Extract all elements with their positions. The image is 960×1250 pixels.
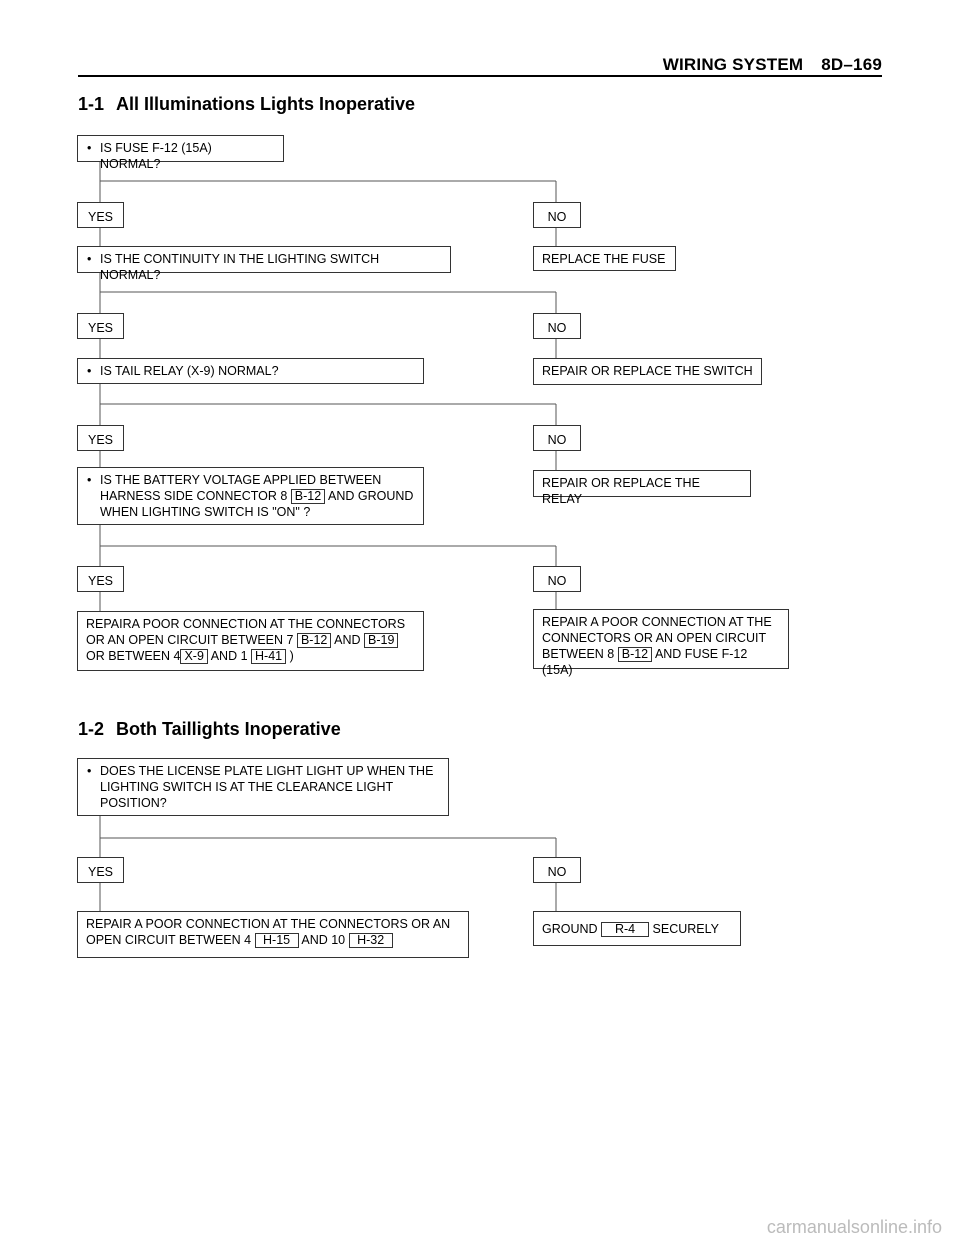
action-line-3c: ) — [289, 649, 294, 663]
question-fuse-f12 — [77, 135, 284, 171]
action-line-1: REPAIR A POOR CONNECTION AT THE — [542, 615, 772, 629]
question-tail-relay — [77, 358, 424, 384]
no-label: NO — [533, 566, 581, 592]
action-replace-relay: REPAIR OR REPLACE THE RELAY — [533, 470, 751, 497]
no-label: NO — [533, 857, 581, 883]
question-lighting-switch — [77, 246, 451, 282]
section-title: All Illuminations Lights Inoperative — [116, 94, 416, 114]
connector-ref-x9: X-9 — [180, 649, 207, 664]
action-securely-text: SECURELY — [652, 922, 719, 936]
header-page-number: 8D–169 — [821, 55, 882, 74]
action-line-1: REPAIR A POOR CONNECTION AT THE CONNECTORS OR AN — [86, 917, 451, 931]
connector-ref-h15: H-15 — [255, 933, 299, 948]
question-line-2: LIGHTING SWITCH IS AT THE CLEARANCE LIGHT — [100, 780, 394, 794]
bullet-icon: • — [87, 764, 92, 778]
question-line-3: POSITION? — [100, 796, 167, 810]
action-ground-text: GROUND — [542, 922, 598, 936]
action-line-1: REPAIRA POOR CONNECTION AT THE CONNECTORS — [86, 617, 406, 631]
no-label: NO — [533, 202, 581, 228]
question-line-2a: HARNESS SIDE CONNECTOR 8 — [100, 489, 288, 503]
action-line-3b: AND FUSE F-12 (15A) — [542, 647, 748, 677]
question-text: IS THE CONTINUITY IN THE LIGHTING SWITCH NORMAL? — [100, 252, 380, 282]
question-line-1: DOES THE LICENSE PLATE LIGHT LIGHT UP WHEN THE — [100, 764, 434, 778]
yes-label: YES — [77, 425, 124, 451]
action-repair-connection-no — [533, 609, 789, 677]
bullet-icon: • — [87, 252, 92, 266]
action-repair-connection-taillight — [77, 911, 469, 958]
action-line-3 — [542, 646, 780, 678]
action-line-3b: AND 1 — [210, 649, 248, 663]
question-battery-voltage — [77, 467, 424, 525]
section-1-2-title — [78, 719, 341, 740]
section-number: 1-1 — [78, 94, 105, 114]
question-line-2b: AND GROUND — [328, 489, 414, 503]
connector-ref-h41: H-41 — [251, 649, 286, 664]
action-line-3 — [86, 648, 415, 664]
question-line-3: WHEN LIGHTING SWITCH IS "ON" ? — [100, 505, 311, 519]
section-number: 1-2 — [78, 719, 105, 739]
connector-ref-b19: B-19 — [364, 633, 398, 648]
no-label: NO — [533, 313, 581, 339]
yes-label: YES — [77, 857, 124, 883]
action-repair-connection-yes — [77, 611, 424, 671]
connector-ref-h32: H-32 — [349, 933, 393, 948]
action-line-2b: AND 10 — [301, 933, 346, 947]
question-license-plate-light — [77, 758, 449, 816]
connector-ref-b12: B-12 — [618, 647, 652, 662]
action-ground-r4 — [533, 911, 741, 946]
header-section: WIRING SYSTEM — [662, 55, 804, 74]
action-line-2 — [86, 932, 460, 948]
action-replace-fuse: REPLACE THE FUSE — [533, 246, 676, 271]
action-line-3a: BETWEEN 8 — [542, 647, 615, 661]
action-line-3a: OR BETWEEN 4 — [86, 649, 181, 663]
action-line-2 — [86, 632, 415, 648]
action-line-2a: OR AN OPEN CIRCUIT BETWEEN 7 — [86, 633, 294, 647]
section-1-1-title — [78, 94, 415, 115]
question-text: IS FUSE F-12 (15A) NORMAL? — [100, 141, 212, 171]
connector-ref-b12: B-12 — [297, 633, 331, 648]
action-line-2b: AND — [334, 633, 361, 647]
bullet-icon: • — [87, 473, 92, 487]
action-replace-switch: REPAIR OR REPLACE THE SWITCH — [533, 358, 762, 385]
action-line-2: CONNECTORS OR AN OPEN CIRCUIT — [542, 631, 767, 645]
connector-ref-r4: R-4 — [601, 922, 649, 937]
watermark-footer: carmanualsonline.info — [766, 1217, 942, 1237]
section-title: Both Taillights Inoperative — [116, 719, 341, 739]
yes-label: YES — [77, 313, 124, 339]
question-line-1: IS THE BATTERY VOLTAGE APPLIED BETWEEN — [100, 473, 382, 487]
question-line-2 — [100, 488, 415, 504]
bullet-icon: • — [87, 364, 92, 378]
yes-label: YES — [77, 566, 124, 592]
yes-label: YES — [77, 202, 124, 228]
connector-ref-b12: B-12 — [291, 489, 325, 504]
no-label: NO — [533, 425, 581, 451]
bullet-icon: • — [87, 141, 92, 155]
question-text: IS TAIL RELAY (X-9) NORMAL? — [100, 364, 279, 378]
action-line-2a: OPEN CIRCUIT BETWEEN 4 — [86, 933, 252, 947]
